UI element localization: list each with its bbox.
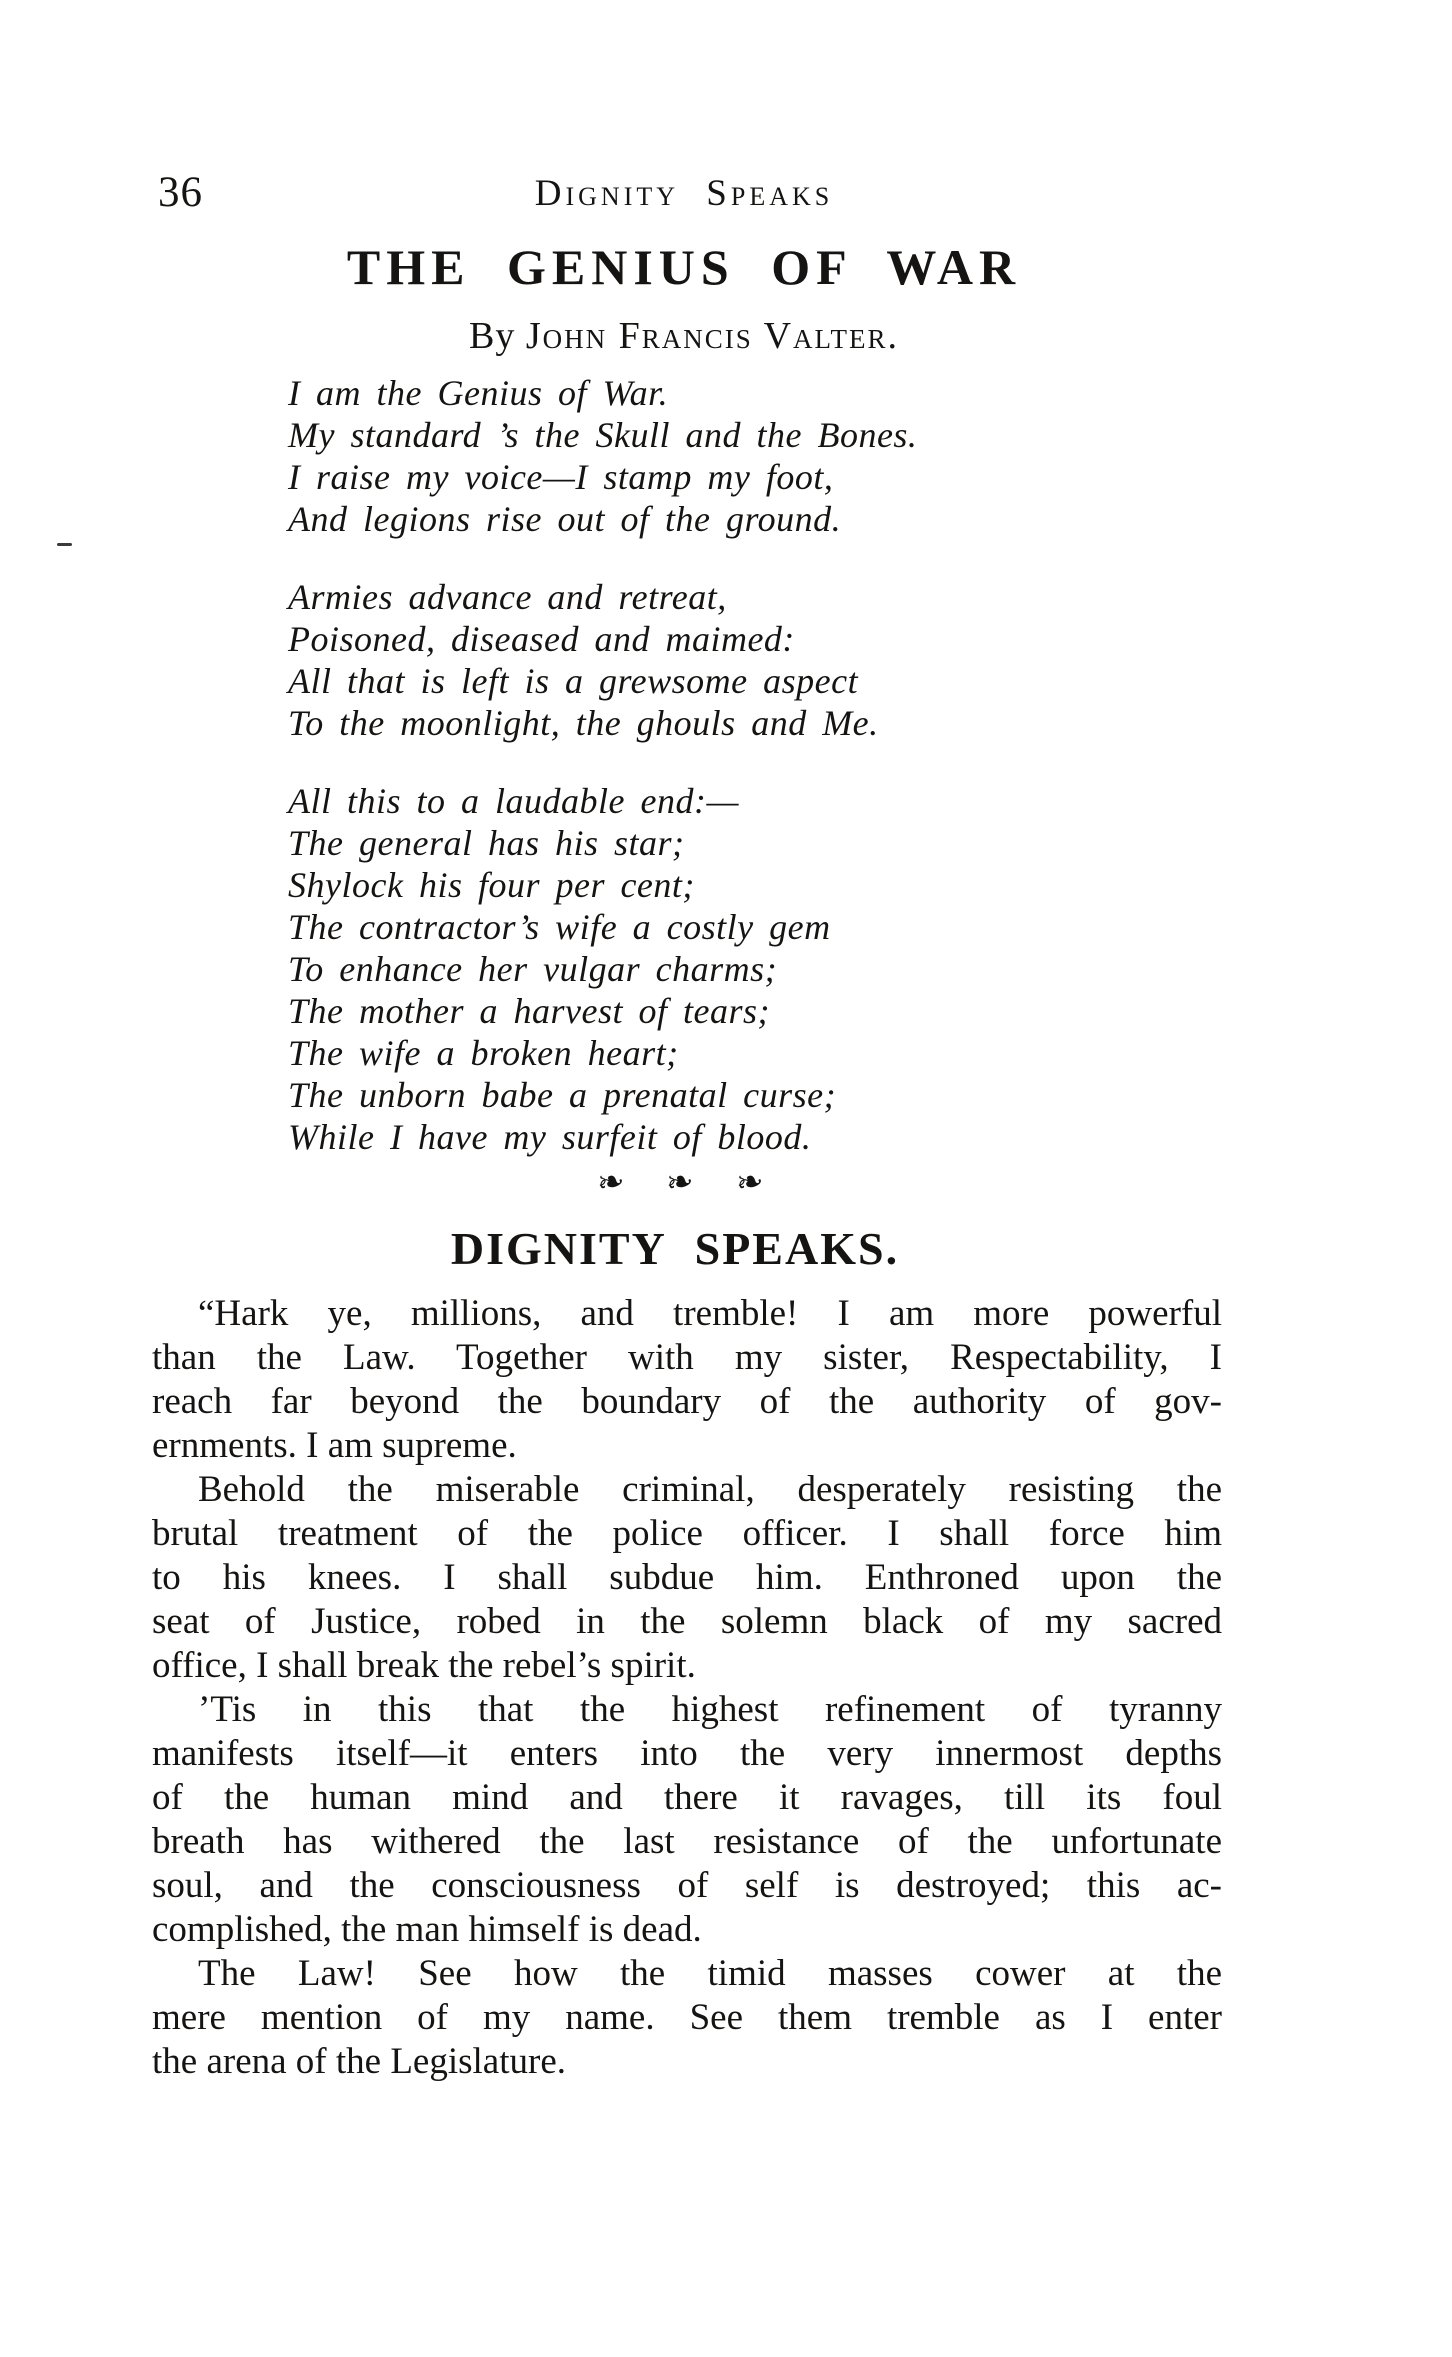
prose-line: ernments. I am supreme. bbox=[152, 1425, 517, 1466]
prose-line: breath has withered the last resistance of the unfortunate bbox=[152, 1821, 1222, 1862]
poem-line: The unborn babe a prenatal curse; bbox=[288, 1075, 837, 1115]
prose-line: office, I shall break the rebel’s spirit. bbox=[152, 1645, 696, 1686]
ornament-row bbox=[0, 1160, 1360, 1203]
leaf-ornament-icon: ❧ bbox=[733, 1160, 766, 1203]
prose-line: manifests itself—it enters into the very innermost depths bbox=[152, 1733, 1222, 1774]
poem-line: Armies advance and retreat, bbox=[288, 577, 727, 617]
poem-line: All this to a laudable end:— bbox=[288, 781, 739, 821]
prose-line: of the human mind and there it ravages, till its foul bbox=[152, 1777, 1222, 1818]
prose-line: reach far beyond the boundary of the authority of gov- bbox=[152, 1381, 1222, 1422]
leaf-ornament-icon: ❧ bbox=[593, 1160, 627, 1203]
byline-prefix: By bbox=[468, 315, 526, 357]
prose-line: seat of Justice, robed in the solemn black of my sacred bbox=[152, 1601, 1222, 1642]
paragraph bbox=[152, 1688, 1222, 1952]
leaf-ornament-icon: ❧ bbox=[663, 1160, 697, 1203]
scan-artifact-dash bbox=[57, 543, 72, 546]
paragraph bbox=[152, 1292, 1222, 1468]
prose-line: soul, and the consciousness of self is destroyed; this ac- bbox=[152, 1865, 1222, 1906]
prose-line: mere mention of my name. See them tremble as I enter bbox=[152, 1997, 1222, 2038]
poem-line: The general has his star; bbox=[288, 823, 685, 863]
paragraph bbox=[152, 1468, 1222, 1688]
prose-line: ’Tis in this that the highest refinement of tyranny bbox=[198, 1689, 1222, 1730]
poem-line: And legions rise out of the ground. bbox=[288, 499, 842, 539]
poem-line: I raise my voice—I stamp my foot, bbox=[288, 457, 834, 497]
poem-line: My standard ’s the Skull and the Bones. bbox=[288, 415, 918, 455]
paragraph bbox=[152, 1952, 1222, 2084]
poem-title: THE GENIUS OF WAR bbox=[346, 239, 1022, 295]
poem-line: Shylock his four per cent; bbox=[288, 865, 695, 905]
poem-stanza bbox=[288, 372, 917, 540]
poem-line: The contractor’s wife a costly gem bbox=[288, 907, 831, 947]
running-header: Dignity Speaks bbox=[534, 173, 834, 214]
poem-stanza bbox=[288, 780, 917, 1158]
prose-line: “Hark ye, millions, and tremble! I am more powerful bbox=[198, 1293, 1222, 1334]
poem-line: Poisoned, diseased and maimed: bbox=[288, 619, 795, 659]
prose-line: The Law! See how the timid masses cower at the bbox=[198, 1953, 1222, 1994]
prose-line: Behold the miserable criminal, desperately resisting the bbox=[198, 1469, 1222, 1510]
poem bbox=[288, 372, 917, 1194]
poem-line: The mother a harvest of tears; bbox=[288, 991, 770, 1031]
poem-line: To the moonlight, the ghouls and Me. bbox=[288, 703, 879, 743]
poem-line: While I have my surfeit of blood. bbox=[288, 1117, 812, 1157]
poem-byline bbox=[0, 314, 1368, 358]
prose-line: brutal treatment of the police officer. I shall force him bbox=[152, 1513, 1222, 1554]
page-number: 36 bbox=[158, 169, 203, 216]
section-body bbox=[152, 1292, 1222, 2084]
prose-line: to his knees. I shall subdue him. Enthroned upon the bbox=[152, 1557, 1222, 1598]
byline-author: John Francis Valter. bbox=[525, 315, 900, 357]
poem-stanza bbox=[288, 576, 917, 744]
poem-line: All that is left is a grewsome aspect bbox=[288, 661, 859, 701]
poem-line: I am the Genius of War. bbox=[288, 373, 669, 413]
poem-line: The wife a broken heart; bbox=[288, 1033, 679, 1073]
poem-line: To enhance her vulgar charms; bbox=[288, 949, 778, 989]
section-heading: DIGNITY SPEAKS. bbox=[450, 1223, 900, 1274]
prose-line: the arena of the Legislature. bbox=[152, 2041, 566, 2082]
prose-line: complished, the man himself is dead. bbox=[152, 1909, 702, 1950]
prose-line: than the Law. Together with my sister, Respectability, I bbox=[152, 1337, 1222, 1378]
